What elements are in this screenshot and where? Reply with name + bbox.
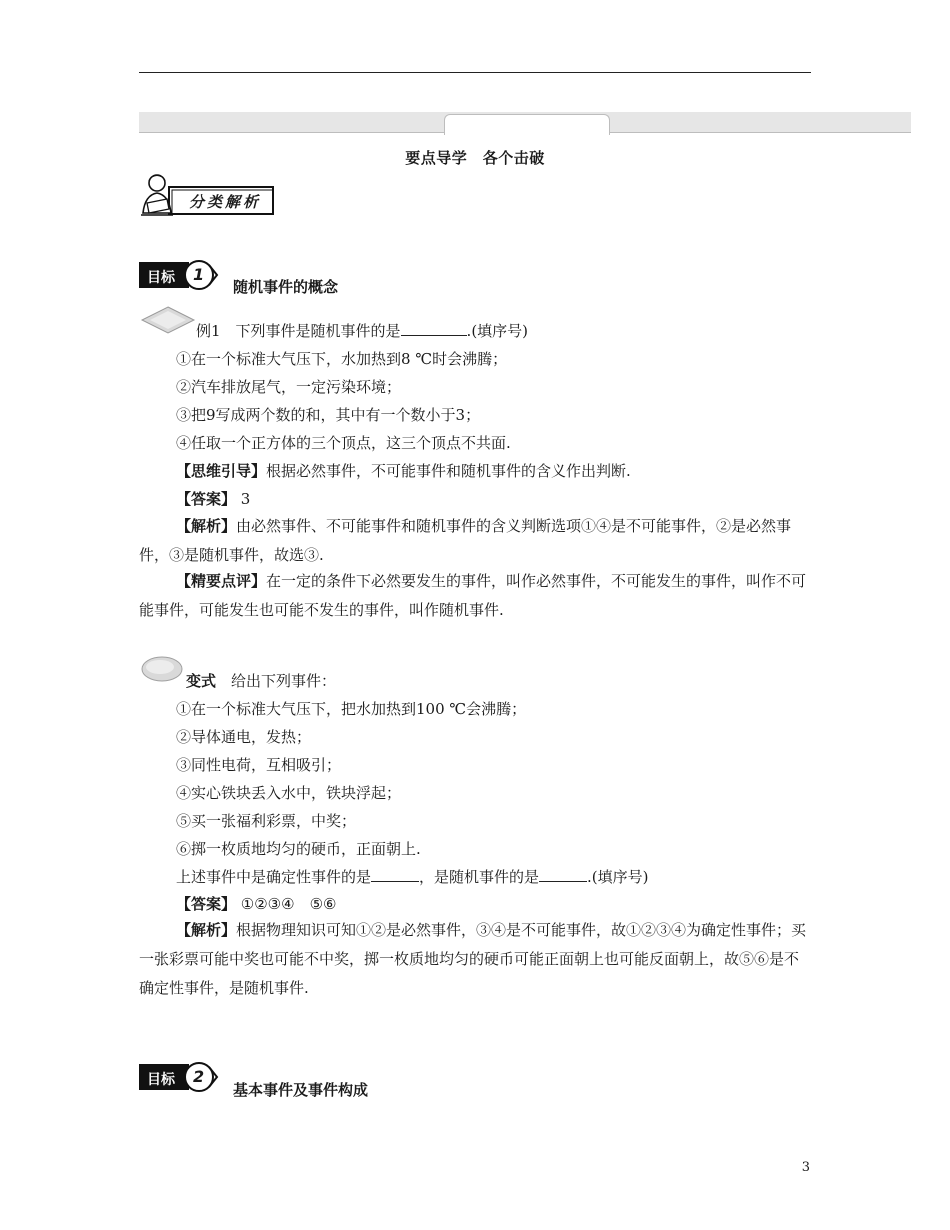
example-1-prefix: 例1 下列事件是随机事件的是: [196, 322, 401, 340]
example-1-item-3: ③把9写成两个数的和，其中有一个数小于3；: [176, 406, 481, 424]
variant-item-4: ④实心铁块丢入水中，铁块浮起；: [176, 784, 402, 802]
target-1-badge: [139, 258, 219, 292]
page-number: 3: [801, 1160, 810, 1175]
answer-text: ①②③④ ⑤⑥: [236, 895, 337, 913]
analysis-label: 【解析】: [176, 517, 237, 535]
example-1-item-4: ④任取一个正方体的三个顶点，这三个顶点不共面.: [176, 434, 511, 452]
variant-intro: 给出下列事件：: [216, 672, 337, 690]
section-tab: [444, 114, 610, 135]
variant-item-1: ①在一个标准大气压下，把水加热到100 ℃会沸腾；: [176, 700, 527, 718]
category-badge-label: 分类解析: [188, 193, 261, 211]
example-1-item-1: ①在一个标准大气压下，水加热到8 ℃时会沸腾；: [176, 350, 508, 368]
example-1-item-2: ②汽车排放尾气，一定污染环境；: [176, 378, 402, 396]
category-badge: [139, 173, 275, 219]
hint-text: 根据必然事件，不可能事件和随机事件的含义作出判断.: [266, 462, 631, 480]
variant-item-3: ③同性电荷，互相吸引；: [176, 756, 342, 774]
target-2-badge: [139, 1060, 219, 1094]
example-1-suffix: .(填序号): [466, 322, 529, 340]
target-1-title: 随机事件的概念: [233, 278, 339, 296]
target-label: 目标: [147, 1072, 175, 1088]
variant-question-part-2: ，是随机事件的是: [419, 868, 540, 886]
variant-answer: [176, 893, 336, 914]
analysis-text: 根据物理知识可知①②是必然事件，③④是不可能事件，故①②③④为确定性事件；买一张彩票可能中奖也可能不中奖，掷一枚质地均匀的硬币可能正面朝上也可能反面朝上，故⑤⑥是不确定性事件，是随机事件.: [139, 921, 807, 997]
section-title: 要点导学 各个击破: [405, 149, 545, 167]
comment-label: 【精要点评】: [176, 572, 267, 590]
target-number: 2: [193, 1067, 205, 1086]
variant-item-2: ②导体通电，发热；: [176, 728, 312, 746]
target-2-title: 基本事件及事件构成: [233, 1081, 369, 1099]
answer-label: 【答案】: [176, 895, 237, 913]
variant-heading: [186, 670, 336, 691]
comment-text: 在一定的条件下必然要发生的事件，叫作必然事件，不可能发生的事件，叫作不可能事件，可能发生也可能不发生的事件，叫作随机事件.: [139, 572, 807, 619]
target-number: 1: [193, 265, 205, 284]
answer-blank: [401, 321, 467, 336]
answer-text: 3: [236, 490, 251, 508]
variant-question-part-1: 上述事件中是确定性事件的是: [176, 868, 372, 886]
variant-label: 变式: [186, 672, 217, 690]
variant-item-5: ⑤买一张福利彩票，中奖；: [176, 812, 357, 830]
variant-item-6: ⑥掷一枚质地均匀的硬币，正面朝上.: [176, 840, 421, 858]
answer-label: 【答案】: [176, 490, 237, 508]
example-diamond-icon: [140, 305, 196, 335]
variant-question-part-3: .(填序号): [587, 868, 649, 886]
variant-question: [176, 866, 649, 887]
analysis-label: 【解析】: [176, 921, 237, 939]
hint-label: 【思维引导】: [176, 462, 267, 480]
variant-analysis: [139, 916, 811, 1003]
analysis-text: 由必然事件、不可能事件和随机事件的含义判断选项①④是不可能事件，②是必然事件，③是随机事件，故选③.: [139, 517, 792, 564]
variant-oval-icon: [140, 655, 184, 683]
example-1-question: [196, 320, 528, 341]
answer-blank: [539, 867, 587, 882]
answer-blank: [371, 867, 419, 882]
example-1-comment: [139, 567, 811, 625]
example-1-answer: [176, 488, 250, 509]
example-1-hint: [176, 460, 631, 481]
example-1-analysis: [139, 512, 811, 570]
target-label: 目标: [147, 270, 175, 286]
top-rule: [139, 72, 811, 73]
